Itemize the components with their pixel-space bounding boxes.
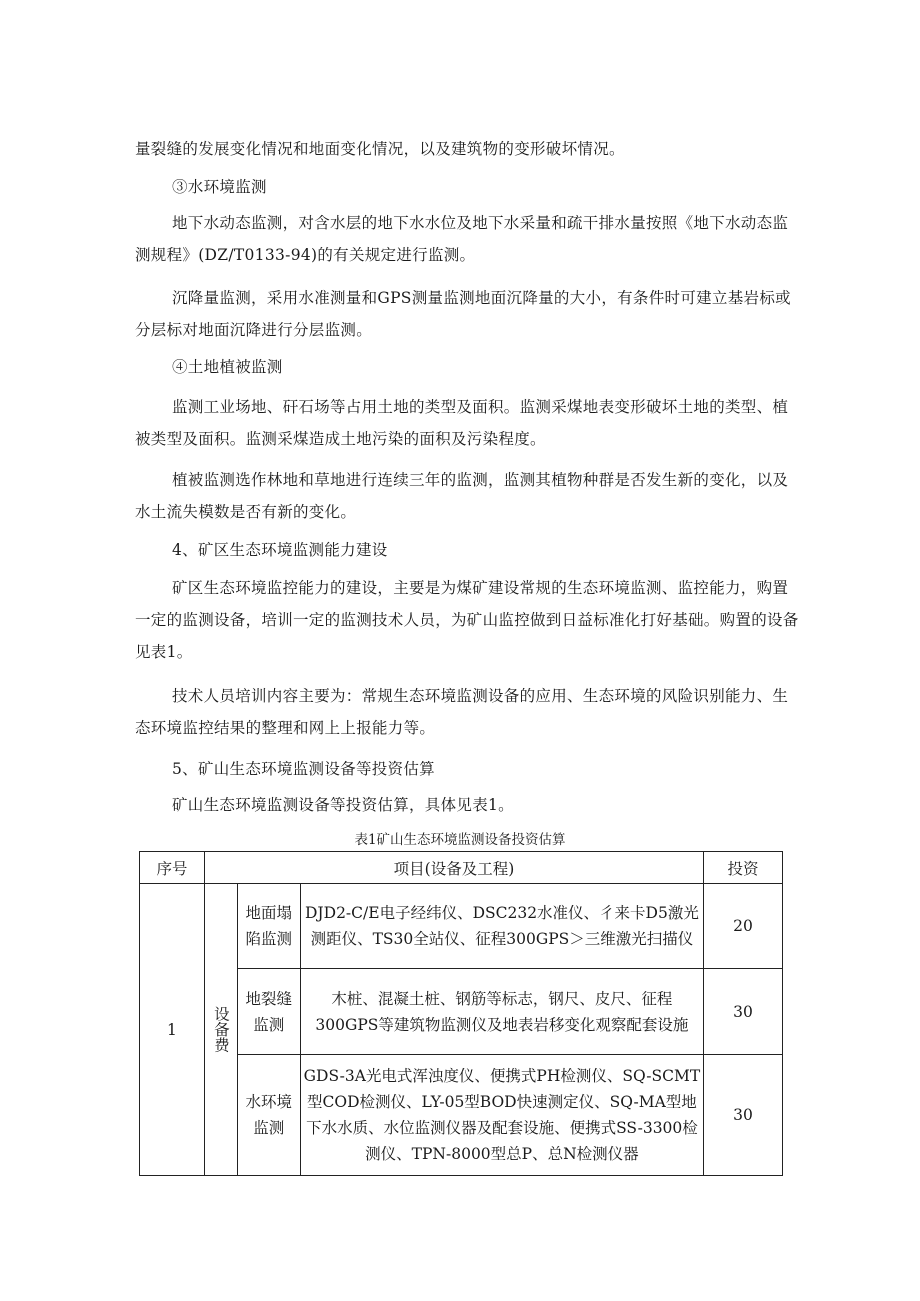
header-item: 项目(设备及工程)	[204, 852, 703, 884]
item-name-cell: 地面塌陷监测	[237, 884, 300, 969]
item-name-cell: 地裂缝监测	[237, 969, 300, 1055]
item-desc-cell: GDS-3A光电式浑浊度仪、便携式PH检测仪、SQ-SCMT型COD检测仪、LY-05型BOD快速测定仪、SQ-MA型地下水水质、水位监测仪器及配套设施、便携式SS-3300检测仪、TPN-8000型总P、总N检测仪器	[300, 1055, 703, 1176]
item-invest-cell: 30	[704, 1055, 783, 1176]
paragraph-capacity: 矿区生态环境监控能力的建设，主要是为煤矿建设常规的生态环境监测、监控能力，购置一定的监测设备，培训一定的监测技术人员，为矿山监控做到日益标准化打好基础。购置的设备见表1。	[135, 579, 799, 661]
heading-investment: 5、矿山生态环境监测设备等投资估算	[172, 760, 435, 778]
category-cell: 设备费	[204, 884, 237, 1176]
heading-capacity-building: 4、矿区生态环境监测能力建设	[172, 541, 388, 559]
table-row	[140, 884, 783, 969]
item-desc-cell: DJD2-C/E电子经纬仪、DSC232水准仪、彳来卡D5激光测距仪、TS30全站仪、征程300GPS＞三维激光扫描仪	[300, 884, 703, 969]
seq-cell: 1	[140, 884, 205, 1176]
item-name-cell: 水环境监测	[237, 1055, 300, 1176]
item-invest-cell: 30	[704, 969, 783, 1055]
paragraph-investment: 矿山生态环境监测设备等投资估算，具体见表1。	[172, 796, 514, 814]
paragraph-groundwater: 地下水动态监测，对含水层的地下水水位及地下水采量和疏干排水量按照《地下水动态监测规程》(DZ/T0133-94)的有关规定进行监测。	[135, 214, 789, 264]
item-desc-cell: 木桩、混凝土桩、钢筋等标志，钢尺、皮尺、征程300GPS等建筑物监测仪及地表岩移变化观察配套设施	[300, 969, 703, 1055]
paragraph-land-monitoring: 监测工业场地、矸石场等占用土地的类型及面积。监测采煤地表变形破坏土地的类型、植被类型及面积。监测采煤造成土地污染的面积及污染程度。	[135, 398, 789, 448]
investment-table	[139, 851, 783, 1176]
paragraph-subsidence: 沉降量监测，采用水准测量和GPS测量监测地面沉降量的大小，有条件时可建立基岩标或分层标对地面沉降进行分层监测。	[135, 289, 791, 339]
paragraph-cracks-continued: 量裂缝的发展变化情况和地面变化情况，以及建筑物的变形破坏情况。	[135, 140, 625, 158]
table-caption: 表1矿山生态环境监测设备投资估算	[354, 832, 566, 848]
table-header-row	[140, 852, 783, 884]
header-seq: 序号	[140, 852, 205, 884]
heading-land-vegetation: ④土地植被监测	[172, 358, 283, 376]
header-invest: 投资	[704, 852, 783, 884]
paragraph-vegetation: 植被监测选作林地和草地进行连续三年的监测，监测其植物种群是否发生新的变化，以及水土流失模数是否有新的变化。	[135, 471, 789, 521]
paragraph-training: 技术人员培训内容主要为：常规生态环境监测设备的应用、生态环境的风险识别能力、生态环境监控结果的整理和网上上报能力等。	[135, 687, 789, 737]
heading-water-monitoring: ③水环境监测	[172, 178, 267, 196]
item-invest-cell: 20	[704, 884, 783, 969]
